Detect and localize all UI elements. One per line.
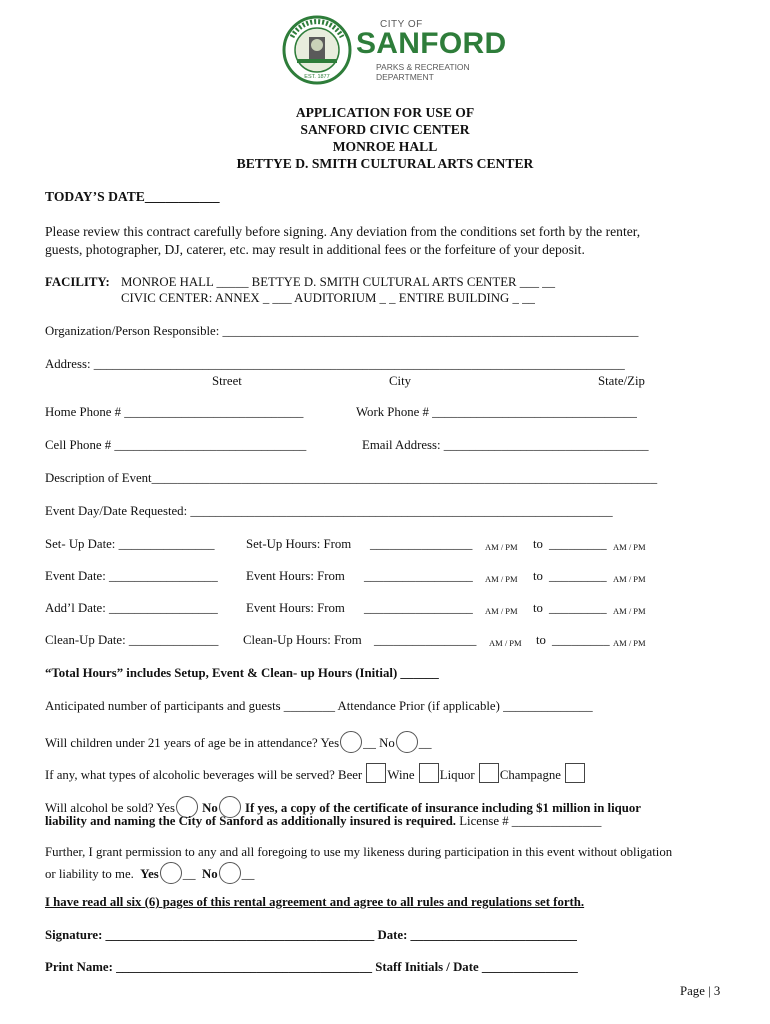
children-no-label: No <box>379 736 395 750</box>
alcohol-types-question <box>45 763 586 783</box>
ampm-label: AM / PM <box>613 574 646 584</box>
hours-label: Event Hours: From <box>246 569 345 583</box>
intro-line2: guests, photographer, DJ, caterer, etc. may result in additional fees or the forfeiture of your deposit. <box>45 242 585 257</box>
children-text: Will children under 21 years of age be in attendance? Yes <box>45 736 340 750</box>
hours-from-field[interactable]: ________________ <box>370 537 473 551</box>
logo-name: SANFORD <box>356 27 507 60</box>
ampm-label: AM / PM <box>613 638 646 648</box>
to-label: to <box>533 569 543 583</box>
logo-dept2: DEPARTMENT <box>376 72 434 82</box>
ampm-label: AM / PM <box>613 606 646 616</box>
page-number: Page | 3 <box>680 984 721 998</box>
wine-label: Wine <box>387 768 415 782</box>
children-question <box>45 731 432 753</box>
further-no-label: No <box>201 867 218 881</box>
header-line2: SANFORD CIVIC CENTER <box>300 122 470 137</box>
further-line2: or liability to me. <box>45 867 134 881</box>
further-no-radio[interactable] <box>219 862 241 884</box>
header-line3: MONROE HALL <box>332 139 438 154</box>
home-phone-field[interactable]: Home Phone # ____________________________ <box>45 405 304 419</box>
address-street-label: Street <box>212 374 242 388</box>
cell-phone-field[interactable]: Cell Phone # ______________________________ <box>45 438 307 452</box>
date-label[interactable]: Set- Up Date: _______________ <box>45 537 215 551</box>
hours-label: Event Hours: From <box>246 601 345 615</box>
champagne-label: Champagne <box>499 768 561 782</box>
date-label[interactable]: Add’l Date: _________________ <box>45 601 218 615</box>
logo-dept1: PARKS & RECREATION <box>376 62 470 72</box>
beer-checkbox[interactable] <box>366 763 386 783</box>
alcohol-sold-line2-row <box>45 814 601 829</box>
further-yes-tail: __ <box>182 867 196 881</box>
address-state-label: State/Zip <box>598 374 645 388</box>
logo-city-of: CITY OF <box>380 19 423 30</box>
ampm-label: AM / PM <box>485 542 518 552</box>
to-label: to <box>533 537 543 551</box>
children-no-radio[interactable] <box>396 731 418 753</box>
facility-row1[interactable]: MONROE HALL _____ BETTYE D. SMITH CULTURAL ARTS CENTER ___ __ <box>121 275 555 289</box>
header-line1: APPLICATION FOR USE OF <box>295 105 475 120</box>
hours-label: Clean-Up Hours: From <box>243 633 362 647</box>
print-name-row[interactable]: Print Name: ________________________________________ Staff Initials / Date _______________ <box>45 960 578 974</box>
children-yes-tail: __ <box>363 736 376 750</box>
signature-row[interactable]: Signature: __________________________________________ Date: __________________________ <box>45 928 577 942</box>
champagne-checkbox[interactable] <box>565 763 585 783</box>
description-field[interactable]: Description of Event_______________________________________________________________________________ <box>45 471 658 485</box>
org-field[interactable]: Organization/Person Responsible: _________________________________________________________________ <box>45 324 639 338</box>
children-yes-radio[interactable] <box>340 731 362 753</box>
alcohol-types-text: If any, what types of alcoholic beverages will be served? Beer <box>45 768 363 782</box>
children-no-tail: __ <box>418 736 432 750</box>
hours-from-field[interactable]: _________________ <box>364 601 473 615</box>
ampm-label: AM / PM <box>613 542 646 552</box>
hours-from-field[interactable]: _________________ <box>364 569 473 583</box>
ampm-label: AM / PM <box>485 606 518 616</box>
todays-date[interactable]: TODAY’S DATE___________ <box>45 189 220 204</box>
hours-label: Set-Up Hours: From <box>246 537 352 551</box>
anticipated-field[interactable]: Anticipated number of participants and guests ________ Attendance Prior (if applicable) ______________ <box>45 699 593 713</box>
facility-row2[interactable]: CIVIC CENTER: ANNEX _ ___ AUDITORIUM _ _ ENTIRE BUILDING _ __ <box>121 291 535 305</box>
alcohol-sold-no-label: No <box>202 801 218 815</box>
work-phone-field[interactable]: Work Phone # ________________________________ <box>356 405 637 419</box>
wine-checkbox[interactable] <box>419 763 439 783</box>
ampm-label: AM / PM <box>485 574 518 584</box>
address-field[interactable]: Address: ___________________________________________________________________________________ <box>45 357 625 371</box>
date-label[interactable]: Clean-Up Date: ______________ <box>45 633 219 647</box>
facility-label: FACILITY: <box>45 275 110 289</box>
address-city-label: City <box>389 374 412 388</box>
to-label: to <box>533 601 543 615</box>
agreement-statement: I have read all six (6) pages of this rental agreement and agree to all rules and regulations set forth. <box>45 895 585 909</box>
alcohol-sold-tail: If yes, a copy of the certificate of insurance including $1 million in liquor <box>244 801 641 815</box>
date-label[interactable]: Event Date: _________________ <box>45 569 218 583</box>
alcohol-sold-text: Will alcohol be sold? Yes <box>45 801 175 815</box>
hours-to-field[interactable]: _________ <box>549 601 607 615</box>
further-line2-row <box>45 862 254 884</box>
further-no-tail: __ <box>241 867 255 881</box>
intro-line1: Please review this contract carefully before signing. Any deviation from the conditions set forth by the renter, <box>45 224 641 239</box>
city-logo <box>282 15 507 85</box>
to-label: to <box>536 633 546 647</box>
event-day-field[interactable]: Event Day/Date Requested: __________________________________________________________________ <box>45 504 613 518</box>
svg-text:EST. 1877: EST. 1877 <box>304 74 330 80</box>
further-yes-label: Yes <box>140 867 159 881</box>
further-line1: Further, I grant permission to any and all foregoing to use my likeness during participation in this event without obligation <box>45 845 673 859</box>
license-field[interactable]: License # ______________ <box>459 814 602 828</box>
hours-to-field[interactable]: _________ <box>549 537 607 551</box>
ampm-label: AM / PM <box>489 638 522 648</box>
hours-to-field[interactable]: _________ <box>549 569 607 583</box>
hours-to-field[interactable]: _________ <box>552 633 610 647</box>
alcohol-sold-line2: liability and naming the City of Sanford as additionally insured is required. <box>45 814 457 828</box>
email-field[interactable]: Email Address: ________________________________ <box>362 438 649 452</box>
liquor-checkbox[interactable] <box>479 763 499 783</box>
further-yes-radio[interactable] <box>160 862 182 884</box>
total-hours[interactable]: “Total Hours” includes Setup, Event & Clean- up Hours (Initial) ______ <box>45 666 439 680</box>
liquor-label: Liquor <box>439 768 475 782</box>
hours-from-field[interactable]: ________________ <box>374 633 477 647</box>
header-line4: BETTYE D. SMITH CULTURAL ARTS CENTER <box>236 156 534 171</box>
